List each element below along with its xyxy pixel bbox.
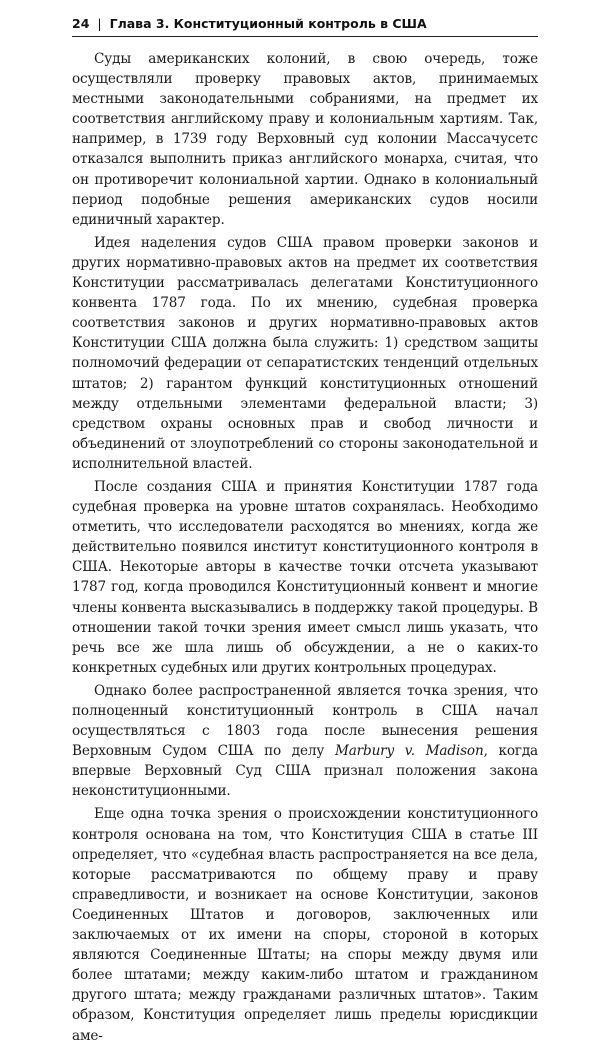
case-name: Marbury v. Madison bbox=[334, 743, 484, 760]
body-text bbox=[72, 49, 538, 1046]
chapter-title: Глава 3. Конституционный контроль в США bbox=[109, 15, 427, 31]
header-rule bbox=[72, 36, 538, 37]
paragraph-2: Идея наделения судов США правом проверки законов и других нормативно-правовых актов на предмет их соответствия Конституции рассматривалась делегатами Конституционного конвента 1787 года. По их мнению, судебная проверка соответствия законов и других нормативно-правовых актов Конституции США должна была служить: 1) средством защиты полномочий федерации от сепаратистских тенденций отдельных штатов; 2) гарантом функций конституционных отношений между отдельными элементами федеральной власти; 3) средством охраны основных прав и свобод личности и объединений от злоупотреблений со стороны законодательной и исполнительной властей. bbox=[72, 234, 538, 472]
paragraph-3: После создания США и принятия Конституции 1787 года судебная проверка на уровне штатов сохранялась. Необходимо отметить, что исследователи расходятся во мнениях, когда же действительно появился институт конституционного контроля в США. Некоторые авторы в качестве точки отсчета указывают 1787 год, когда проводился Конституционный конвент и многие члены конвента высказывались в поддержку такой процедуры. В отношении такой точки зрения имеет смысл лишь указать, что речь все же шла лишь об обсуждении, а не о каких-то конкретных судебных или других контрольных процедурах. bbox=[72, 478, 538, 676]
paragraph-4-text-before: Однако более распространенной является точка зрения, что полноценный конституционный контроль в США начал осуществляться с 1803 года после вынесения решения Верховным Судом США по делу bbox=[72, 682, 538, 760]
page-number: 24 bbox=[72, 15, 90, 31]
running-head bbox=[72, 14, 538, 32]
paragraph-1: Суды американских колоний, в свою очередь, тоже осуществляли проверку правовых актов, принимаемых местными законодательными собраниями, на предмет их соответствия английскому праву и колониальным хартиям. Так, например, в 1739 году Верховный суд колонии Массачусетс отказался выполнить приказ английского монарха, считая, что он противоречит колониальной хартии. Однако в колониальный период подобные решения американских судов носили единичный характер. bbox=[72, 51, 538, 228]
paragraph-4-text-after: , когда впервые Верховный Суд США признал положения закона неконституционными. bbox=[72, 743, 538, 800]
header-separator: | bbox=[97, 15, 102, 31]
paragraph-5: Еще одна точка зрения о происхождении конституционного контроля основана на том, что Конституция США в статье III определяет, что «судебная власть распространяется на все дела, которые рассматриваются по общему праву и праву справедливости, и возникает на основе Конституции, законов Соединенных Штатов и договоров, заключенных или заключаемых от их имени на споры, стороной в которых являются Соединенные Штаты; на споры между двумя или более штатами; между каким-либо штатом и гражданином другого штата; между гражданами различных штатов». Таким образом, Конституция определяет лишь пределы юрисдикции аме- bbox=[72, 806, 538, 1044]
paragraph-4 bbox=[72, 681, 538, 802]
